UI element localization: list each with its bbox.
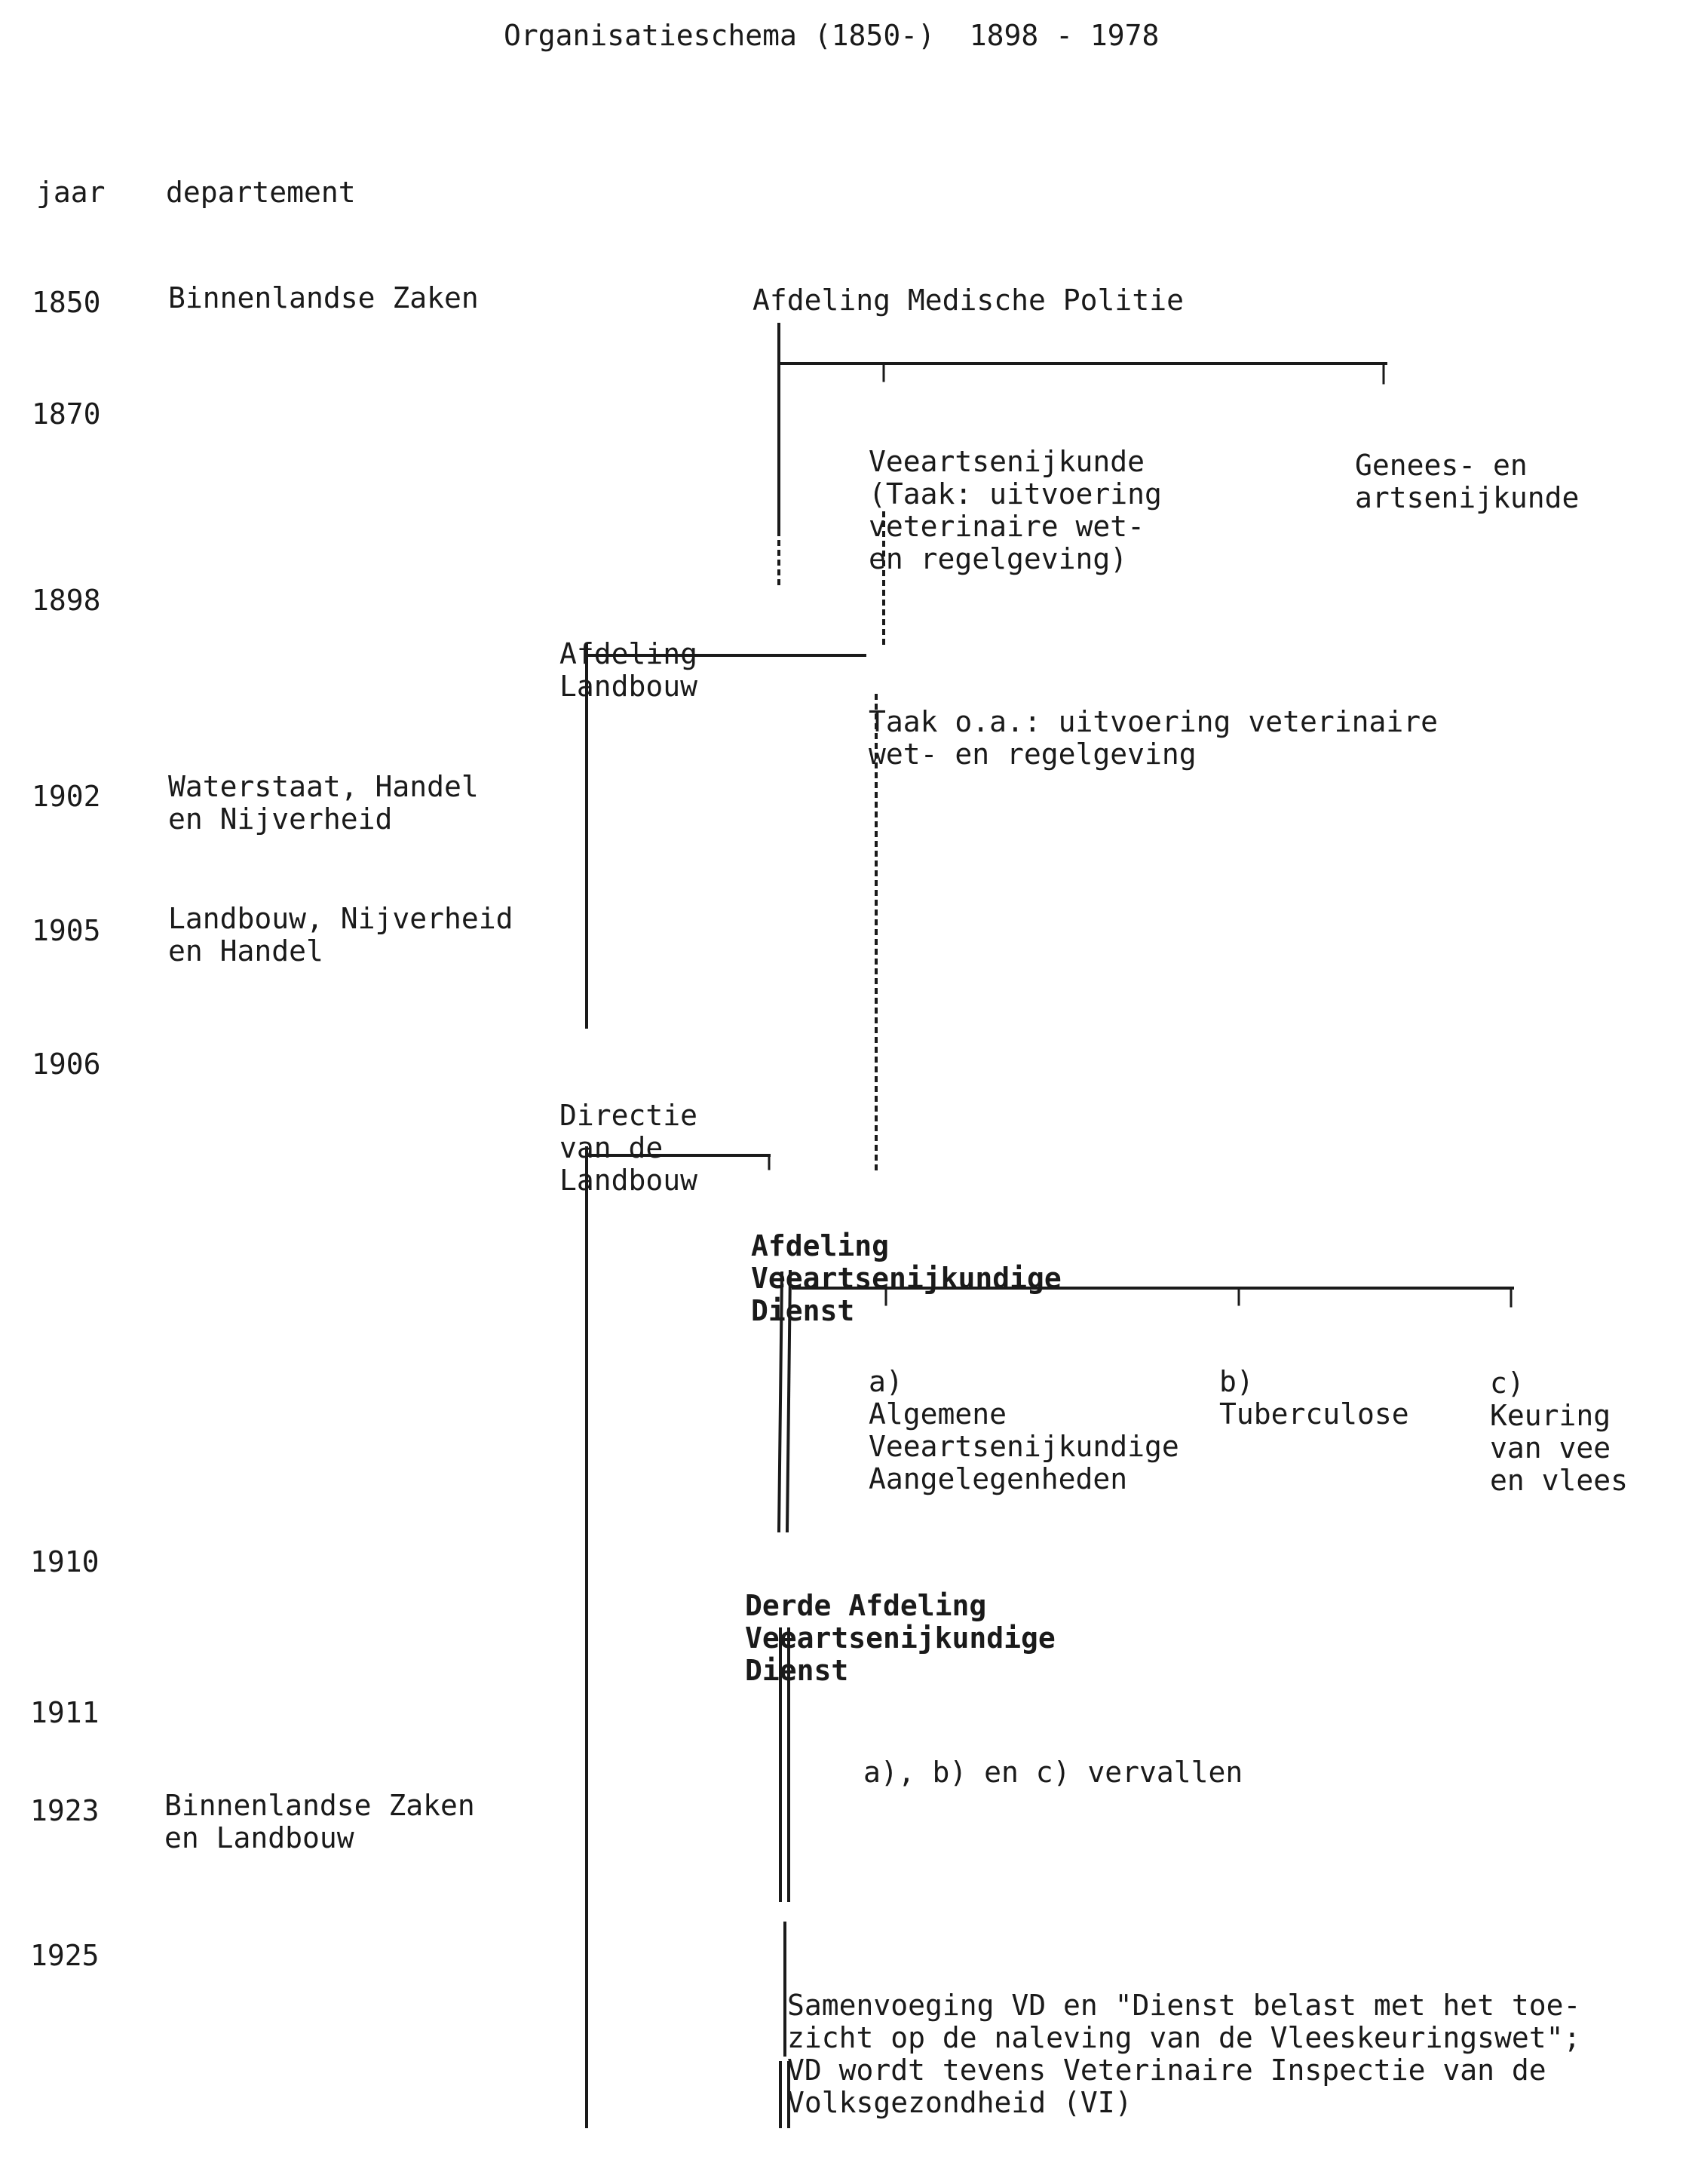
department-label: Binnenlandse Zaken en Landbouw	[164, 1789, 475, 1854]
node-afdeling-landbouw: Afdeling Landbouw	[559, 637, 698, 703]
node-vervallen: a), b) en c) vervallen	[863, 1756, 1243, 1789]
node-veeartsenijkunde: Veeartsenijkunde (Taak: uitvoering veterinaire wet- en regelgeving)	[869, 445, 1162, 575]
node-sub-c: c) Keuring van vee en vlees	[1490, 1367, 1629, 1497]
year-label: 1911	[30, 1696, 100, 1729]
year-label: 1850	[32, 286, 101, 319]
department-label: Binnenlandse Zaken	[168, 281, 479, 314]
year-label: 1910	[30, 1545, 100, 1578]
node-sub-a: a) Algemene Veeartsenijkundige Aangelegenheden	[869, 1365, 1179, 1495]
year-label: 1898	[32, 584, 101, 617]
department-label: Waterstaat, Handel en Nijverheid	[168, 770, 479, 836]
node-afdeling-medische-politie: Afdeling Medische Politie	[752, 284, 1184, 317]
year-column-header: jaar	[36, 176, 106, 209]
chart-title: Organisatieschema (1850-) 1898 - 1978	[504, 19, 1160, 52]
node-sub-b: b) Tuberculose	[1219, 1365, 1409, 1431]
node-afdeling-veeartsenijkundige-dienst: Afdeling Veeartsenijkundige Dienst	[751, 1229, 1062, 1327]
year-label: 1925	[30, 1939, 100, 1972]
department-column-header: departement	[166, 176, 356, 209]
year-label: 1905	[32, 914, 101, 947]
node-directie-landbouw: Directie van de Landbouw	[559, 1099, 698, 1197]
node-derde-afdeling: Derde Afdeling Veeartsenijkundige Dienst	[745, 1589, 1056, 1687]
year-label: 1906	[32, 1048, 101, 1081]
node-taak-oa: Taak o.a.: uitvoering veterinaire wet- en regelgeving	[869, 705, 1438, 771]
node-samenvoeging: Samenvoeging VD en "Dienst belast met het toe- zicht op de naleving van de Vleeskeuringswet"; VD wordt tevens Veterinaire Inspectie van de Volksgezondheid (VI)	[787, 1989, 1581, 2119]
year-label: 1870	[32, 397, 101, 431]
department-label: Landbouw, Nijverheid en Handel	[168, 902, 513, 968]
node-genees-artsenijkunde: Genees- en artsenijkunde	[1355, 449, 1580, 514]
year-label: 1902	[32, 780, 101, 813]
year-label: 1923	[30, 1794, 100, 1827]
